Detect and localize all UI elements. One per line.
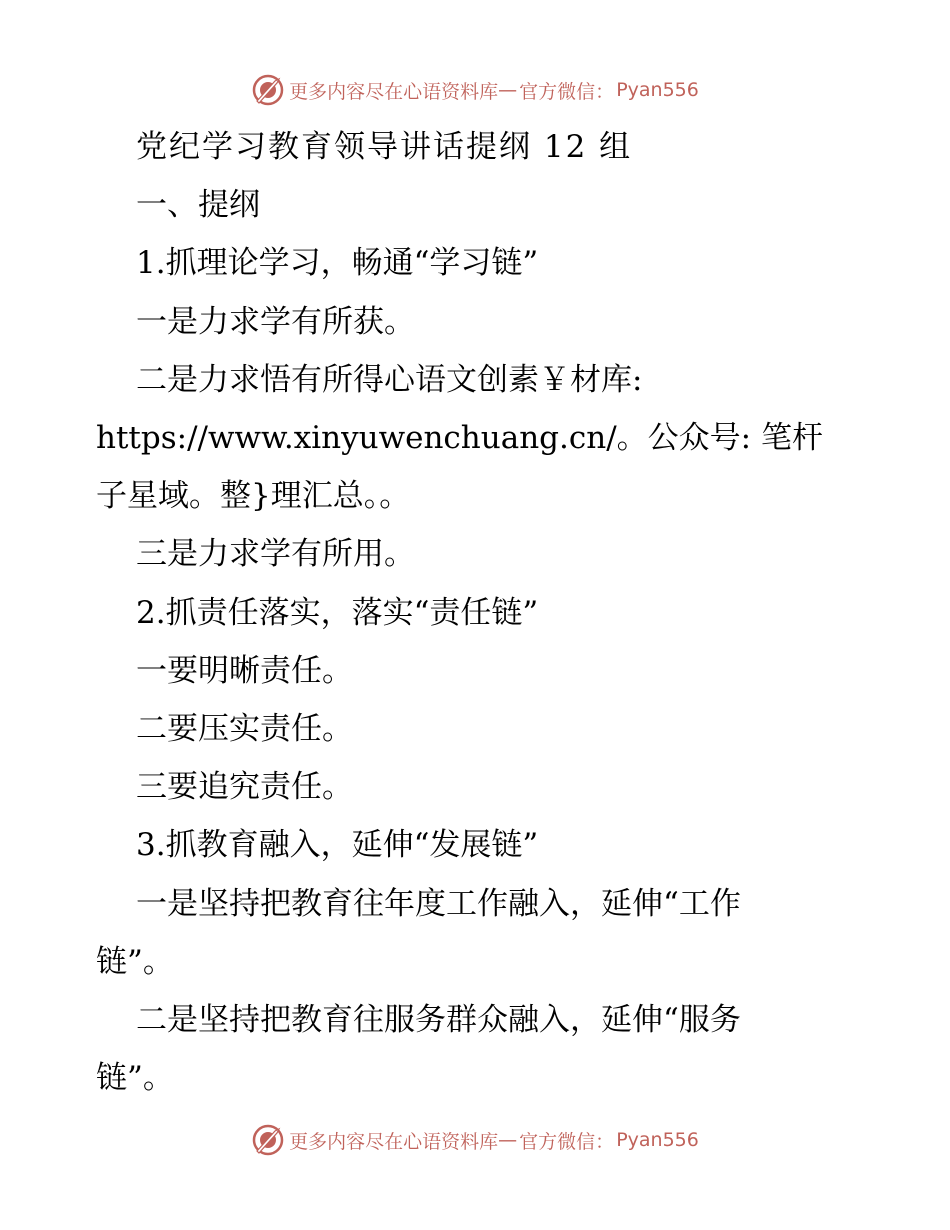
document-title: 党纪学习教育领导讲话提纲 12 组 (136, 129, 633, 165)
item-3-heading: 3.抓教育融入，延伸“发展链” (136, 827, 539, 864)
header-brand-text: 更多内容尽在心语资料库 (289, 80, 499, 103)
header-dash: — (498, 79, 518, 101)
item-1-point-1: 一是力求学有所获。 (136, 303, 415, 340)
footer-brand-text: 更多内容尽在心语资料库 (289, 1130, 499, 1153)
item-1-point-2-line-3: 子星域。整}理汇总。。 (96, 478, 411, 515)
item-3-point-1-line-1: 一是坚持把教育往年度工作融入，延伸“工作 (136, 885, 741, 922)
footer-watermark-banner (0, 1120, 950, 1160)
item-2-heading: 2.抓责任落实，落实“责任链” (136, 594, 539, 631)
item-1-point-3: 三是力求学有所用。 (136, 536, 415, 573)
header-watermark-banner (0, 70, 950, 110)
item-3-point-2-line-2: 链”。 (96, 1060, 174, 1097)
quill-pen-logo-icon (251, 1123, 285, 1157)
item-2-point-2: 二要压实责任。 (136, 711, 353, 748)
item-3-point-2-line-1: 二是坚持把教育往服务群众融入，延伸“服务 (136, 1002, 741, 1039)
document-body (0, 118, 950, 1107)
item-2-point-3: 三要追究责任。 (136, 769, 353, 806)
item-1-point-2-line-2: https://www.xinyuwenchuang.cn/。公众号: 笔杆 (96, 420, 823, 457)
quill-pen-logo-icon (251, 73, 285, 107)
footer-official-label: 官方微信： (519, 1130, 615, 1153)
section-heading: 一、提纲 (136, 187, 260, 224)
item-1-heading: 1.抓理论学习，畅通“学习链” (136, 245, 539, 282)
item-1-point-2-line-1: 二是力求悟有所得心语文创素￥材库: (136, 361, 643, 398)
item-3-point-1-line-2: 链”。 (96, 943, 174, 980)
header-wechat-id: Pyan556 (616, 79, 699, 101)
item-2-point-1: 一要明晰责任。 (136, 652, 353, 689)
header-official-label: 官方微信： (519, 80, 615, 103)
footer-dash: — (498, 1129, 518, 1151)
footer-wechat-id: Pyan556 (616, 1129, 699, 1151)
